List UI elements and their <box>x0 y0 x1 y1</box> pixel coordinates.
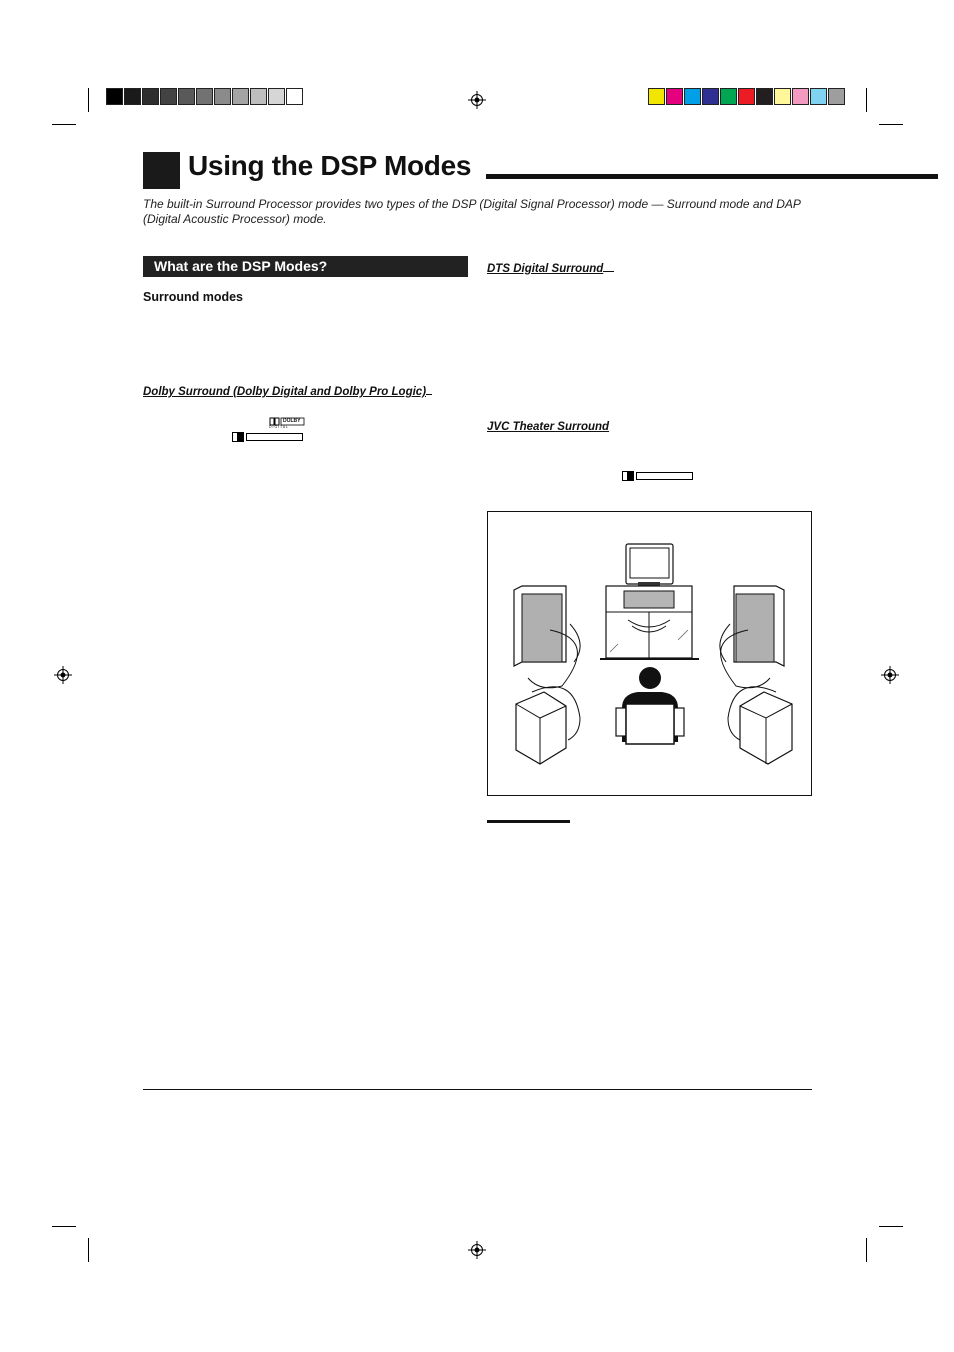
grayscale-swatch <box>196 88 213 105</box>
registration-mark-icon <box>881 666 899 684</box>
color-calibration-strip <box>648 88 846 105</box>
crop-mark <box>52 1226 76 1227</box>
rear-left-speaker-icon <box>516 687 580 764</box>
grayscale-swatch <box>142 88 159 105</box>
rear-right-speaker-icon <box>728 687 792 764</box>
grayscale-swatch <box>124 88 141 105</box>
listener-icon <box>616 667 684 744</box>
section-divider-short <box>487 820 570 823</box>
dolby-digital-logo <box>269 417 305 430</box>
color-swatch <box>738 88 755 105</box>
dolby-pro-logic-logo <box>232 432 304 442</box>
title-rule <box>486 174 938 179</box>
color-swatch <box>702 88 719 105</box>
dolby-logo-subtext: D I G I T A L <box>269 425 288 429</box>
television-icon <box>626 544 673 586</box>
grayscale-swatch <box>232 88 249 105</box>
crop-mark <box>879 1226 903 1227</box>
front-right-speaker-icon <box>720 586 784 688</box>
front-left-speaker-icon <box>514 586 580 688</box>
registration-mark-icon <box>468 91 486 109</box>
color-swatch <box>720 88 737 105</box>
intro-paragraph: The built-in Surround Processor provides two types of the DSP (Digital Signal Processor) mode — Surround mode and DAP (Digital Acoustic Processor) mode. <box>143 197 801 226</box>
speaker-layout-figure <box>487 511 812 796</box>
color-swatch <box>666 88 683 105</box>
dolby-logo-text: DOLBY <box>283 418 301 424</box>
color-swatch <box>774 88 791 105</box>
registration-mark-icon <box>54 666 72 684</box>
dts-heading-text: DTS Digital Surround <box>487 263 604 275</box>
registration-mark-icon <box>468 1241 486 1259</box>
crop-mark <box>88 1238 89 1262</box>
surround-modes-heading: Surround modes <box>143 290 244 304</box>
grayscale-swatch <box>106 88 123 105</box>
color-swatch <box>684 88 701 105</box>
title-marker-block <box>143 152 180 189</box>
color-swatch <box>810 88 827 105</box>
jvc-theater-surround-heading: JVC Theater Surround <box>487 421 610 433</box>
speaker-layout-illustration <box>488 512 811 795</box>
grayscale-calibration-strip <box>106 88 304 105</box>
grayscale-swatch <box>268 88 285 105</box>
page-bottom-rule <box>143 1089 812 1090</box>
dolby-surround-heading-text: Dolby Surround (Dolby Digital and Dolby Pro Logic) <box>143 386 427 398</box>
dolby-surround-logo <box>622 471 694 481</box>
dts-heading <box>487 259 614 275</box>
color-swatch <box>648 88 665 105</box>
crop-mark <box>52 124 76 125</box>
grayscale-swatch <box>286 88 303 105</box>
color-swatch <box>792 88 809 105</box>
page-title: Using the DSP Modes <box>188 150 472 181</box>
crop-mark <box>866 88 867 112</box>
section-header-label: What are the DSP Modes? <box>154 258 328 274</box>
crop-mark <box>879 124 903 125</box>
grayscale-swatch <box>214 88 231 105</box>
grayscale-swatch <box>160 88 177 105</box>
color-swatch <box>828 88 845 105</box>
crop-mark <box>866 1238 867 1262</box>
crop-mark <box>88 88 89 112</box>
section-header <box>143 256 468 277</box>
grayscale-swatch <box>250 88 267 105</box>
grayscale-swatch <box>178 88 195 105</box>
color-swatch <box>756 88 773 105</box>
dolby-surround-heading <box>143 382 432 398</box>
